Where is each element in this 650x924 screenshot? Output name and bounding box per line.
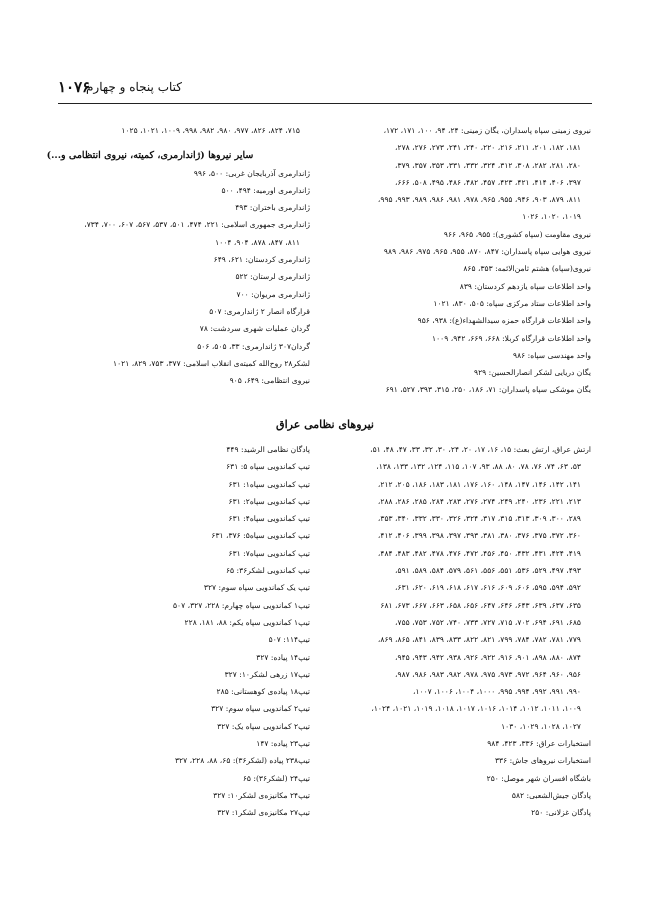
index-entry: پادگان جیش‌الشعبی: ۵۸۲ — [511, 790, 591, 800]
index-entry: لشکر۲۸ روح‌الله کمیته‌ی انقلاب اسلامی: ۳۷۷، ۷۵۳، ۸۲۹، ۱۰۲۱ — [113, 358, 310, 368]
index-entry: تیپ کماندویی سپاه ۵: ۶۳۱ — [226, 462, 310, 472]
index-entry: واحد اطلاعات قرارگاه کربلا: ۶۶۸، ۶۶۹، ۹۴۲، ۱۰۰۹ — [431, 333, 591, 343]
index-entry: تیپ۲۴ مکانیزه‌ی لشکر۱۰: ۳۲۷ — [213, 790, 310, 800]
index-entry: ۵۹۲، ۵۹۴، ۵۹۵، ۶۰۶، ۶۰۹، ۶۱۶، ۶۱۷، ۶۱۸، ۶۱۹، ۶۲۰، ۶۳۱، — [395, 583, 581, 593]
index-entry: ۸۱۱، ۸۴۷، ۸۷۸، ۹۰۴، ۱۰۰۴ — [215, 237, 300, 247]
index-entry: ۲۸۹، ۳۰۰، ۳۰۹، ۳۱۳، ۳۱۵، ۳۱۷، ۳۲۴، ۳۲۶، ۳۳۰، ۳۳۲، ۳۴۰، ۳۵۳، — [377, 514, 581, 524]
index-entry: گردان۳۰۷ ژاندارمری: ۳۳، ۵۰۵، ۵۰۶ — [197, 341, 310, 351]
index-entry: واحد مهندسی سپاه: ۹۸۶ — [513, 350, 591, 360]
index-entry: ۳۹۷، ۴۰۶، ۴۱۴، ۴۲۱، ۴۲۳، ۴۵۷، ۴۸۲، ۴۸۶، ۴۹۵، ۵۰۸، ۶۶۶، — [395, 177, 581, 187]
index-entry: ۱۰۲۷، ۱۰۲۸، ۱۰۲۹، ۱۰۳۰ — [501, 721, 581, 731]
index-entry: ۸۷۴، ۸۸۰، ۸۹۸، ۹۰۱، ۹۱۶، ۹۲۲، ۹۲۶، ۹۳۸، ۹۴۲، ۹۴۳، ۹۴۵، — [395, 652, 581, 662]
index-entry: ژاندارمری اورمیه: ۴۹۴، ۵۰۰ — [221, 185, 310, 195]
index-entry: نیروی(سپاه) هشتم ثامن‌الائمه: ۳۵۳، ۸۶۵ — [463, 264, 591, 274]
index-entry: ۸۱۱، ۸۷۹، ۹۰۳، ۹۴۶، ۹۵۵، ۹۶۵، ۹۷۸، ۹۸۱، ۹۸۶، ۹۸۹، ۹۹۳، ۹۹۵، — [377, 195, 581, 205]
index-entry: ۱۰۱۹، ۱۰۲۰، ۱۰۲۶ — [522, 212, 581, 222]
index-entry: ۴۹۳، ۴۹۷، ۵۲۹، ۵۳۶، ۵۵۱، ۵۵۶، ۵۶۱، ۵۷۹، ۵۸۴، ۵۸۹، ۵۹۱، — [395, 566, 581, 576]
book-title: کتاب پنجاه و چهارم — [85, 80, 182, 94]
index-entry: نیروی مقاومت (سپاه کشوری): ۹۵۵، ۹۶۵، ۹۶۶ — [443, 229, 591, 239]
index-entry — [20, 139, 310, 147]
index-entry: ارتش عراق، ارتش بعث: ۱۵، ۱۶، ۱۷، ۲۰، ۲۴، ۳۰، ۳۲، ۳۳، ۴۷، ۴۸، ۵۱، — [370, 445, 591, 454]
index-entry: ژاندارمری کردستان: ۶۲۱، ۶۴۹ — [213, 255, 310, 265]
index-entry: تیپ کماندویی سپاه۱: ۶۳۱ — [228, 479, 310, 489]
section-heading: نیروهای نظامی عراق — [276, 418, 374, 431]
index-entry: نیروی زمینی سپاه پاسداران، یگان زمینی: ۲۴، ۹۴، ۱۰۰، ۱۷۱، ۱۷۲، — [383, 126, 591, 135]
index-entry: تیپ کماندویی لشکر۳۶: ۶۵ — [225, 566, 310, 576]
index-entry: ۱۸۱، ۱۸۲، ۲۰۱، ۲۱۱، ۲۱۶، ۲۲۰، ۲۴۰، ۲۴۱، ۲۷۳، ۲۷۶، ۲۷۸، — [395, 143, 581, 153]
index-entry: تیپ۱۱۴: ۵۰۷ — [268, 635, 310, 645]
index-entry: پادگان نظامی الرشید: ۴۴۹ — [226, 445, 310, 454]
index-column-top-left — [20, 122, 310, 389]
index-entry: ۹۹۰، ۹۹۱، ۹۹۲، ۹۹۴، ۹۹۵، ۱۰۰۰، ۱۰۰۴، ۱۰۰۶، ۱۰۰۷، — [412, 687, 581, 697]
index-entry: تیپ۱۷ زرهی لشکر۱۰: ۳۲۷ — [224, 669, 310, 679]
index-entry: تیپ۲ کماندویی سپاه سوم: ۳۲۷ — [211, 704, 310, 714]
index-entry: ۵۳، ۶۳، ۷۴، ۷۶، ۷۸، ۸۰، ۸۸، ۹۳، ۱۰۷، ۱۱۵، ۱۲۴، ۱۳۲، ۱۳۳، ۱۳۸، — [376, 462, 581, 472]
index-entry: واحد اطلاعات قرارگاه حمزه سیدالشهداء(ع): ۹۳۸، ۹۵۶ — [417, 316, 591, 326]
index-entry: تیپ۲۴ (لشکر۳۶): ۶۵ — [242, 773, 310, 783]
index-entry: یگان دریایی لشکر انصارالحسین: ۹۲۹ — [473, 368, 591, 378]
index-entry: ۱۴۱، ۱۴۲، ۱۴۶، ۱۴۷، ۱۴۸، ۱۶۰، ۱۷۶، ۱۸۱، ۱۸۳، ۱۸۶، ۲۰۵، ۲۱۲، — [377, 479, 581, 489]
index-entry: ۲۸۰، ۲۸۱، ۲۸۲، ۳۰۸، ۳۱۲، ۳۲۴، ۳۳۲، ۳۳۱، ۳۵۳، ۳۵۷، ۳۷۹، — [395, 160, 581, 170]
index-entry: تیپ۱۸ پیاده‌ی کوهستانی: ۲۸۵ — [216, 687, 310, 697]
index-entry: تیپ۱۴ پیاده: ۳۲۷ — [256, 652, 310, 662]
index-entry: نیروی هوایی سپاه پاسداران: ۸۴۷، ۸۷۰، ۹۵۵، ۹۶۵، ۹۷۵، ۹۸۶، ۹۸۹ — [383, 247, 591, 257]
index-entry: استخبارات نیروهای جاش: ۳۳۶ — [494, 756, 591, 766]
index-entry: تیپ۲۳ پیاده: ۱۴۷ — [256, 739, 310, 749]
index-entry: یگان موشکی سپاه پاسداران: ۷۱، ۱۸۶، ۲۵۰، ۳۱۵، ۳۹۳، ۵۲۷، ۶۹۱ — [385, 385, 591, 395]
index-entry: تیپ۱ کماندویی سپاه چهارم: ۲۲۸، ۳۲۷، ۵۰۷ — [172, 600, 310, 610]
index-entry: ۹۵۶، ۹۶۰، ۹۶۴، ۹۷۲، ۹۷۳، ۹۷۵، ۹۷۸، ۹۸۲، ۹۸۳، ۹۸۶، ۹۸۷، — [395, 669, 581, 679]
index-entry: تیپ۲۳۸ پیاده (لشکر۳۶): ۶۵، ۸۸، ۲۲۸، ۳۲۷ — [174, 756, 310, 766]
index-entry: ۱۰۰۹، ۱۰۱۱، ۱۰۱۲، ۱۰۱۴، ۱۰۱۶، ۱۰۱۷، ۱۰۱۸، ۱۰۱۹، ۱۰۲۱، ۱۰۲۴، — [371, 704, 581, 714]
index-column-top-right — [301, 122, 591, 399]
index-entry: تیپ۲۷ مکانیزه‌ی لشکر۱: ۳۲۷ — [217, 808, 310, 818]
index-entry: تیپ کماندویی سپاه۵: ۳۷۶، ۶۳۱ — [211, 531, 310, 541]
index-entry: پادگان غزلانی: ۲۵۰ — [531, 808, 591, 818]
index-entry: ۷۷۹، ۷۸۱، ۷۸۲، ۷۸۴، ۷۹۹، ۸۲۱، ۸۲۲، ۸۳۳، ۸۳۹، ۸۴۱، ۸۶۵، ۸۶۹، — [377, 635, 581, 645]
index-entry: تیپ کماندویی سپاه۴: ۶۳۱ — [228, 514, 310, 524]
index-entry: ۶۸۵، ۶۹۱، ۶۹۴، ۷۰۲، ۷۱۵، ۷۲۷، ۷۳۳، ۷۴۰، ۷۵۲، ۷۵۳، ۷۵۵، — [395, 617, 581, 627]
index-entry: استخبارات عراق: ۳۳۶، ۴۲۳، ۹۸۴ — [487, 739, 591, 749]
page-number: ۱۰۷۶ — [58, 78, 91, 96]
index-entry: ۲۱۳، ۲۲۱، ۲۳۶، ۲۴۰، ۲۴۹، ۲۷۴، ۲۷۶، ۲۸۳، ۲۸۴، ۲۸۵، ۲۸۶، ۲۸۸، — [377, 496, 581, 506]
index-entry: ۷۱۵، ۸۲۴، ۸۲۶، ۹۷۷، ۹۸۰، ۹۸۲، ۹۹۸، ۱۰۰۹، ۱۰۲۱، ۱۰۲۵ — [121, 126, 300, 135]
subsection-heading: سایر نیروها (ژاندارمری، کمیته، نیروی انتظامی و...) — [46, 150, 254, 162]
index-entry: تیپ کماندویی سپاه۷: ۶۳۱ — [228, 548, 310, 558]
index-column-bottom-left — [20, 441, 310, 822]
header-rule — [58, 103, 592, 104]
index-entry: قرارگاه انصار ۲ ژاندارمری: ۵۰۷ — [209, 306, 310, 316]
index-entry: ژاندارمری مریوان: ۷۰۰ — [236, 289, 310, 299]
index-entry: ۴۱۹، ۴۲۴، ۴۳۱، ۴۳۲، ۴۵۰، ۴۵۶، ۴۷۲، ۴۷۶، ۴۷۸، ۴۸۲، ۴۸۳، ۴۸۴، — [377, 548, 581, 558]
index-entry: واحد اطلاعات سپاه یازدهم کردستان: ۸۳۹ — [459, 281, 591, 291]
index-entry: تیپ یک کماندویی سپاه سوم: ۳۲۷ — [203, 583, 310, 593]
index-column-bottom-right — [301, 441, 591, 822]
index-entry: گردان عملیات شهری سردشت: ۷۸ — [199, 324, 310, 334]
index-entry: نیروی انتظامی: ۶۴۹، ۹۰۵ — [229, 376, 310, 386]
index-entry: واحد اطلاعات ستاد مرکزی سپاه: ۵۰۵، ۸۳۰، ۱۰۲۱ — [433, 298, 591, 308]
index-entry: باشگاه افسران شهر موصل: ۲۵۰ — [486, 773, 591, 783]
index-entry: ژاندارمری لرستان: ۵۲۲ — [235, 272, 310, 282]
index-entry: تیپ۲ کماندویی سپاه یک: ۳۲۷ — [217, 721, 310, 731]
index-entry: تیپ۱ کماندویی سپاه یکم: ۸۸، ۱۸۱، ۲۲۸ — [184, 617, 310, 627]
index-entry: ژاندارمری آذربایجان غربی: ۵۰۰، ۹۹۶ — [193, 168, 310, 178]
index-entry: ۶۳۵، ۶۳۷، ۶۳۹، ۶۴۳، ۶۴۶، ۶۴۷، ۶۵۶، ۶۵۸، ۶۶۳، ۶۶۷، ۶۷۳، ۶۸۱ — [380, 600, 581, 610]
index-entry: ژاندارمری جمهوری اسلامی: ۲۲۱، ۴۷۴، ۵۰۱، ۵۳۷، ۵۶۷، ۶۰۷، ۷۰۰، ۷۳۴، — [84, 220, 310, 230]
index-entry: ۳۶۰، ۳۷۲، ۳۷۵، ۳۷۶، ۳۸۰، ۳۸۱، ۳۹۳، ۳۹۷، ۳۹۸، ۳۹۹، ۴۰۶، ۴۱۲، — [377, 531, 581, 541]
index-entry: تیپ کماندویی سپاه۲: ۶۳۱ — [228, 496, 310, 506]
index-entry: ژاندارمری باختران: ۴۹۳ — [235, 203, 310, 213]
